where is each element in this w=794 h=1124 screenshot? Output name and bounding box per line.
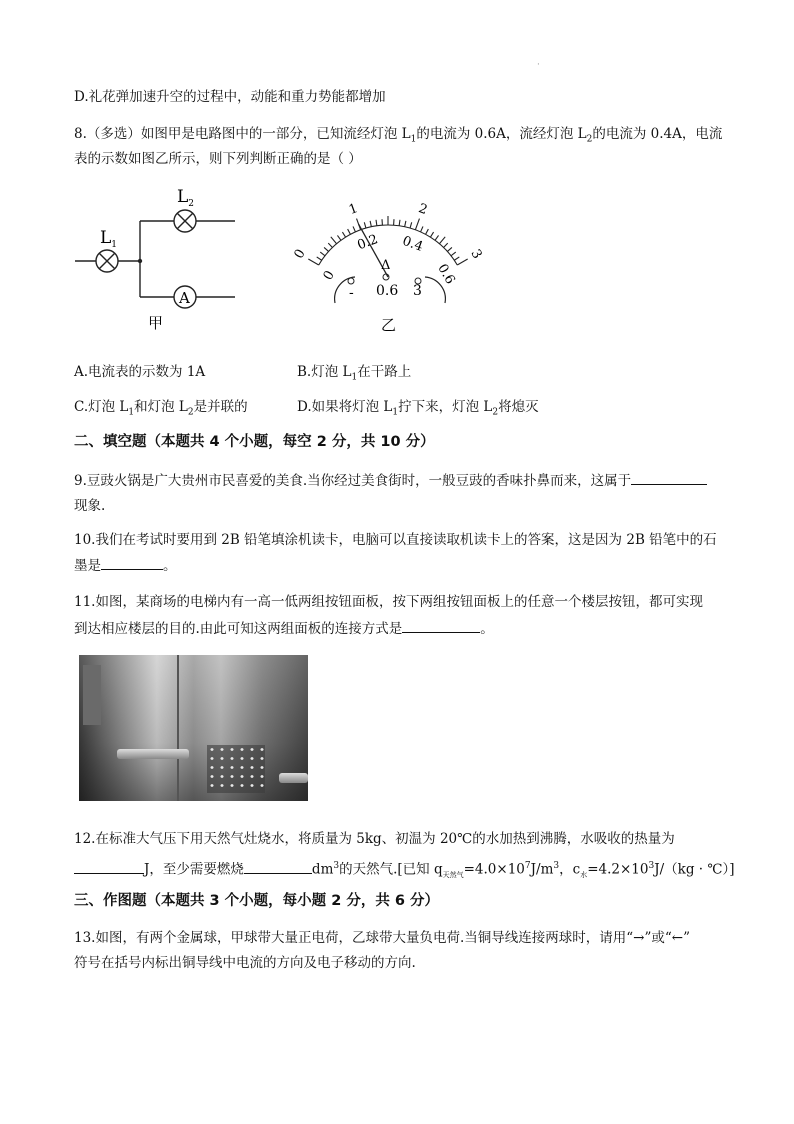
button-panel-high bbox=[83, 665, 101, 725]
button-panel-low bbox=[207, 745, 265, 793]
dial-tick bbox=[447, 247, 451, 251]
delta-mark: Δ bbox=[381, 258, 391, 273]
q10-line1: 10.我们在考试时要用到 2B 铅笔填涂机读卡，电脑可以直接读取机读卡上的答案，这是因为 2B 铅笔中的石 bbox=[74, 532, 717, 548]
section3-title: 三、作图题（本题共 3 个小题，每小题 2 分，共 6 分） bbox=[74, 893, 440, 909]
q8-option-b: B.灯泡 $L_1$在干路上 bbox=[297, 364, 412, 383]
q8-stem-line1: 8.（多选）如图甲是电路图中的一部分，已知流经灯泡 $L_1$的电流为 0.6A，流经灯泡 $L_2$的电流为 0.4A，电流 bbox=[74, 126, 723, 145]
dial-tick bbox=[415, 219, 419, 230]
dial-tick bbox=[426, 229, 429, 234]
inner-tick-04: 0.4 bbox=[400, 233, 425, 255]
q8-option-a: A.电流表的示数为 1A bbox=[74, 364, 206, 380]
q8-stem-line2: 表的示数如图乙所示，则下列判断正确的是（ ） bbox=[74, 151, 362, 167]
dial-tick bbox=[430, 232, 433, 237]
dial-tick bbox=[342, 232, 345, 237]
dial-tick bbox=[320, 252, 325, 256]
dial-tick bbox=[435, 235, 439, 240]
label-l1: $L_1$ bbox=[100, 228, 118, 250]
inner-tick-06: 0.6 bbox=[434, 261, 458, 287]
dial-tick bbox=[353, 226, 355, 231]
dial-tick bbox=[451, 252, 456, 256]
dial-tick bbox=[444, 243, 448, 247]
q11-line1: 11.如图，某商场的电梯内有一高一低两组按钮面板，按下两组按钮面板上的任意一个楼层按钮，都可实现 bbox=[74, 594, 703, 610]
q12-line2: J，至少需要燃烧 $dm^3$的天然气.[已知 $q_{天然气}=4.0\times 10^7J/m^3$，$c_水=4.2\times 10^3J/(kg$ · ℃）] bbox=[74, 857, 734, 884]
ammeter-letter: A bbox=[179, 289, 190, 307]
outer-tick-2: 2 bbox=[416, 201, 430, 219]
outer-tick-3: 3 bbox=[467, 247, 485, 262]
q12-line1: 12.在标准大气压下用天然气灶烧水，将质量为 5kg、初温为 20℃的水加热到沸腾，水吸收的热量为 bbox=[74, 831, 675, 847]
dial-tick bbox=[439, 237, 445, 244]
q9-line1: 9.豆豉火锅是广大贵州市民喜爱的美食.当你经过美食街时，一般豆豉的香味扑鼻而来，这属于 bbox=[74, 470, 707, 490]
dial-tick bbox=[348, 229, 351, 234]
q10-answer-blank[interactable] bbox=[101, 555, 163, 570]
q11-answer-blank[interactable] bbox=[402, 618, 480, 633]
dial-tick bbox=[421, 226, 423, 231]
dial-tick bbox=[337, 235, 341, 240]
outer-tick-0: 0 bbox=[291, 246, 309, 262]
q9-answer-blank[interactable] bbox=[631, 470, 707, 485]
dial-tick bbox=[410, 222, 412, 228]
dial-tick bbox=[364, 222, 366, 228]
dial-tick bbox=[331, 237, 337, 244]
inner-tick-0: 0 bbox=[320, 268, 338, 283]
q7-option-d: D.礼花弹加速升空的过程中，动能和重力势能都增加 bbox=[74, 89, 386, 105]
dial-tick bbox=[370, 221, 371, 227]
terminal-minus: - bbox=[349, 285, 354, 301]
handrail-left bbox=[117, 749, 189, 759]
caption-jia: 甲 bbox=[148, 314, 164, 332]
dial-tick bbox=[405, 221, 406, 227]
circuit-diagram-jia bbox=[70, 185, 240, 335]
q10-line2: 墨是 。 bbox=[74, 555, 177, 575]
terminal-06: 0.6 bbox=[376, 283, 399, 299]
dial-tick bbox=[317, 257, 322, 260]
dial-tick bbox=[376, 220, 377, 226]
inner-tick-02: 0.2 bbox=[355, 232, 381, 254]
elevator-photo bbox=[79, 655, 308, 801]
dial-tick bbox=[454, 257, 459, 260]
handrail-right bbox=[279, 773, 308, 783]
ammeter-dial-yi bbox=[285, 185, 495, 340]
dial-tick bbox=[399, 220, 400, 226]
dial-tick bbox=[328, 243, 332, 247]
dial-tick bbox=[324, 247, 328, 251]
caption-yi: 乙 bbox=[381, 316, 397, 334]
q12-heat-blank[interactable] bbox=[74, 859, 144, 874]
terminal-3: 3 bbox=[413, 283, 422, 299]
outer-tick-1: 1 bbox=[346, 201, 360, 219]
section2-title: 二、填空题（本题共 4 个小题，每空 2 分，共 10 分） bbox=[74, 434, 435, 450]
dial-tick bbox=[457, 259, 467, 265]
label-l2: $L_2$ bbox=[177, 187, 195, 209]
q11-line2: 到达相应楼层的目的.由此可知这两组面板的连接方式是 。 bbox=[74, 618, 494, 638]
q12-gas-blank[interactable] bbox=[244, 859, 312, 874]
q13-line1: 13.如图，有两个金属球，甲球带大量正电荷，乙球带大量负电荷.当铜导线连接两球时，请用“→”或“←” bbox=[74, 930, 690, 946]
q9-line2: 现象. bbox=[74, 498, 106, 514]
q8-option-d: D.如果将灯泡 $L_1$拧下来，灯泡 $L_2$将熄灭 bbox=[297, 399, 539, 418]
q8-option-c: C.灯泡 $L_1$和灯泡 $L_2$是并联的 bbox=[74, 399, 248, 418]
q13-line2: 符号在括号内标出铜导线中电流的方向及电子移动的方向. bbox=[74, 955, 416, 971]
header-mark: · bbox=[537, 60, 540, 70]
dial-tick bbox=[308, 259, 318, 265]
